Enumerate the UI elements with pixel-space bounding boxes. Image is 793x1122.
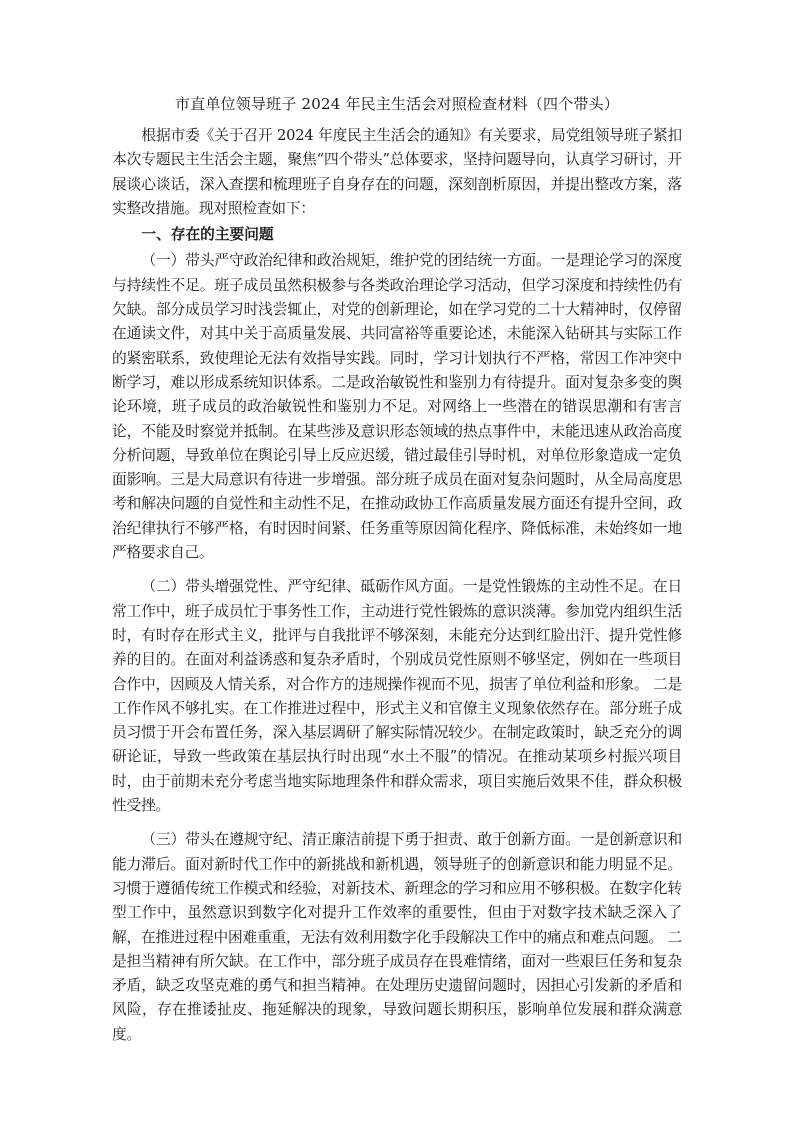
document-page [112,94,682,1047]
intro-paragraph: 根据市委《关于召开 2024 年度民主生活会的通知》有关要求，局党组领导班子紧扣本次专题民主生活会主题，聚焦“四个带头”总体要求，坚持问题导向，认真学习研讨，开展谈心谈话，深入查摆和梳理班子自身存在的问题，深刻剖析原因，并提出整改方案，落实整改措施。现对照检查如下： [112,127,682,217]
body-paragraph-1: （一）带头严守政治纪律和政治规矩，维护党的团结统一方面。一是理论学习的深度与持续性不足。班子成员虽然积极参与各类政治理论学习活动，但学习深度和持续性仍有欠缺。部分成员学习时浅尝辄止，对党的创新理论，如在学习党的二十大精神时，仅停留在通读文件，对其中关于高质量发展、共同富裕等重要论述，未能深入钻研其与实际工作的紧密联系，致使理论无法有效指导实践。同时，学习计划执行不严格，常因工作冲突中断学习，难以形成系统知识体系。二是政治敏锐性和鉴别力有待提升。面对复杂多变的舆论环境，班子成员的政治敏锐性和鉴别力不足。对网络上一些潜在的错误思潮和有害言论，不能及时察觉并抵制。在某些涉及意识形态领域的热点事件中，未能迅速从政治高度分析问题，导致单位在舆论引导上反应迟缓，错过最佳引导时机，对单位形象造成一定负面影响。三是大局意识有待进一步增强。部分班子成员在面对复杂问题时，从全局高度思考和解决问题的自觉性和主动性不足，在推动政协工作高质量发展方面还有提升空间，政治纪律执行不够严格，有时因时间紧、任务重等原因简化程序、降低标准，未始终如一地严格要求自己。 [112,252,682,562]
document-title: 市直单位领导班子 2024 年民主生活会对照检查材料（四个带头） [174,95,620,113]
spacer [112,818,682,828]
spacer [112,565,682,575]
body-paragraph-3: （三）带头在遵规守纪、清正廉洁前提下勇于担责、敢于创新方面。一是创新意识和能力滞后。面对新时代工作中的新挑战和新机遇，领导班子的创新意识和能力明显不足。习惯于遵循传统工作模式和经验，对新技术、新理念的学习和应用不够积极。在数字化转型工作中，虽然意识到数字化对提升工作效率的重要性，但由于对数字技术缺乏深入了解，在推进过程中困难重重，无法有效利用数字化手段解决工作中的痛点和难点问题。 二是担当精神有所欠缺。在工作中，部分班子成员存在畏难情绪，面对一些艰巨任务和复杂矛盾，缺乏攻坚克难的勇气和担当精神。在处理历史遗留问题时，因担心引发新的矛盾和风险，存在推诿扯皮、拖延解决的现象，导致问题长期积压，影响单位发展和群众满意度。 [112,831,682,1043]
section-heading: 一、存在的主要问题 [141,226,274,244]
body-paragraph-2: （二）带头增强党性、严守纪律、砥砺作风方面。一是党性锻炼的主动性不足。在日常工作中，班子成员忙于事务性工作，主动进行党性锻炼的意识淡薄。参加党内组织生活时，有时存在形式主义，批评与自我批评不够深刻，未能充分达到红脸出汗、提升党性修养的目的。在面对利益诱惑和复杂矛盾时，个别成员党性原则不够坚定，例如在一些项目合作中，因顾及人情关系，对合作方的违规操作视而不见，损害了单位利益和形象。 二是工作作风不够扎实。在工作推进过程中，形式主义和官僚主义现象依然存在。部分班子成员习惯于开会布置任务，深入基层调研了解实际情况较少。在制定政策时，缺乏充分的调研论证，导致一些政策在基层执行时出现“水土不服”的情况。在推动某项乡村振兴项目时，由于前期未充分考虑当地实际地理条件和群众需求，项目实施后效果不佳，群众积极性受挫。 [112,578,682,815]
